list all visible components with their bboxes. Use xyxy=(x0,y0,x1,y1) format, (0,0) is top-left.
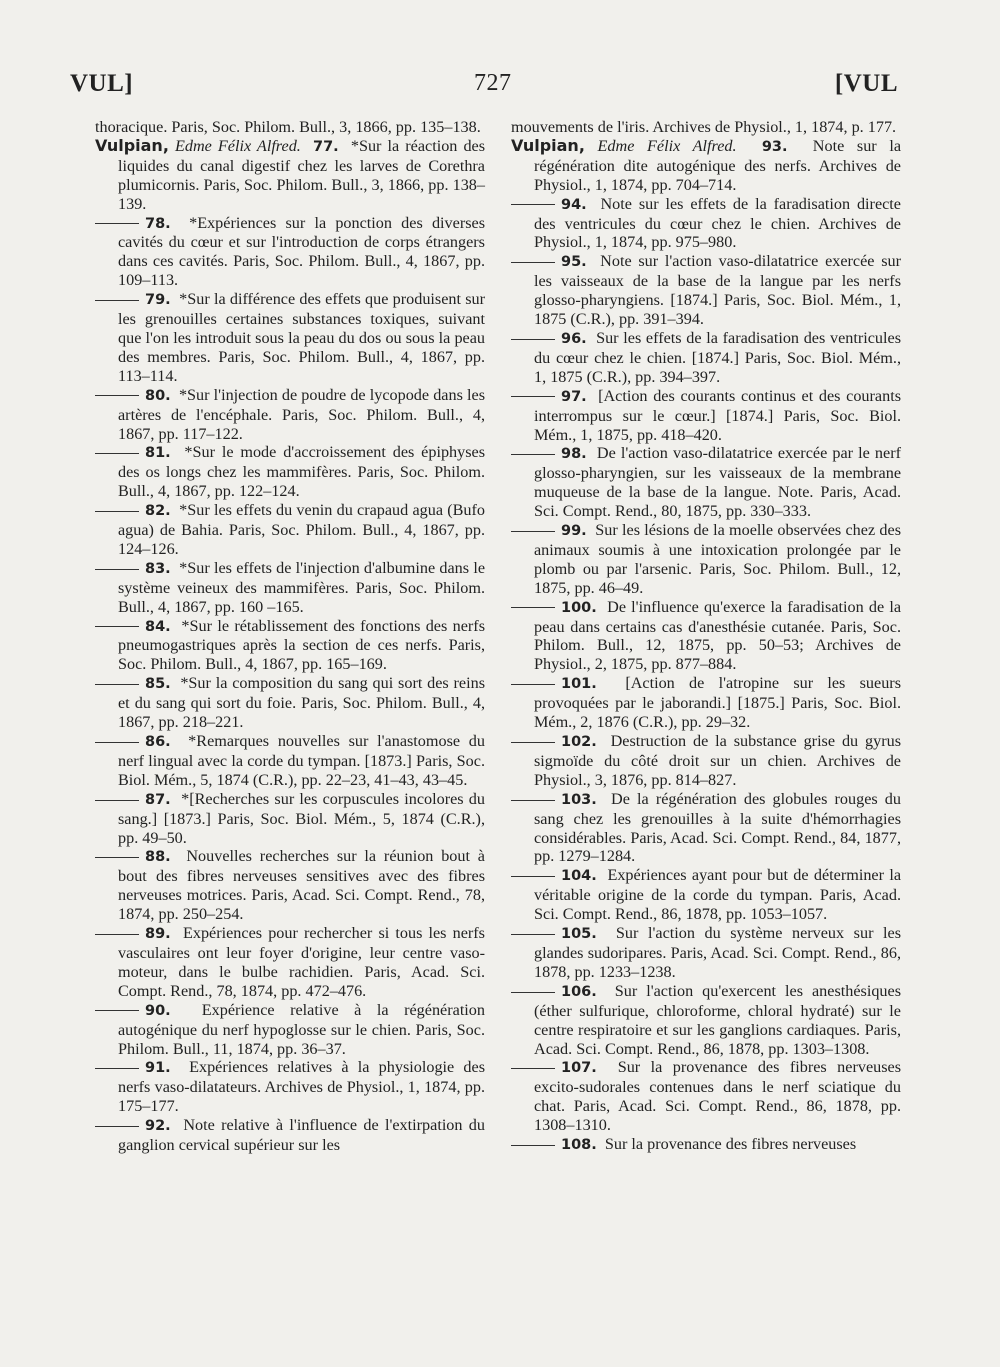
bibliography-entry xyxy=(511,732,901,790)
entry-text: *Remarques nouvelles sur l'anastomose du nerf lingual avec la corde du tympan. [1873.] Paris, Soc. Biol. Mém., 5, 1874 (C.R.), pp. 22–23, 41–43, 43–45. xyxy=(118,732,485,789)
ditto-rule xyxy=(511,262,555,263)
entry-number: 82. xyxy=(145,503,171,520)
entry-number: 77. xyxy=(313,138,339,155)
bibliography-entry xyxy=(511,866,901,924)
ditto-rule xyxy=(511,454,555,455)
entry-number: 96. xyxy=(561,330,587,347)
ditto-rule xyxy=(95,569,139,570)
entry-text: thoracique. Paris, Soc. Philom. Bull., 3, 1866, pp. 135–138. xyxy=(95,118,481,136)
entry-number: 101. xyxy=(561,676,597,693)
bibliography-entry xyxy=(511,252,901,329)
bibliography-entry xyxy=(511,1135,901,1155)
entry-number: 104. xyxy=(561,868,597,885)
running-head-right: [VUL xyxy=(834,70,898,97)
bibliography-entry xyxy=(511,982,901,1059)
entry-text: Note sur l'action vaso-dilatatrice exercée sur les vaisseaux de la base de la langue par les nerfs glosso-pharyngiens. [1874.] Paris, Soc. Biol. Mém., 1, 1875 (C.R.), pp. 391–394. xyxy=(534,252,901,329)
bibliography-entry xyxy=(511,674,901,732)
author-entry xyxy=(511,137,901,195)
entry-number: 99. xyxy=(561,523,587,540)
continuation-entry xyxy=(511,118,901,137)
ditto-rule xyxy=(511,339,555,340)
ditto-rule xyxy=(511,800,555,801)
entry-number: 83. xyxy=(145,560,171,577)
author-entry xyxy=(95,137,485,214)
entry-number: 100. xyxy=(561,599,597,616)
entry-text: *Sur les effets du venin du crapaud agua (Bufo agua) de Bahia. Paris, Soc. Philom. Bull., 4, 1867, pp. 124–126. xyxy=(118,501,486,558)
bibliography-entry xyxy=(511,790,901,867)
left-column xyxy=(95,118,485,1155)
entry-number: 85. xyxy=(145,676,171,693)
bibliography-entry xyxy=(95,732,485,790)
entry-number: 80. xyxy=(145,387,171,404)
ditto-rule xyxy=(95,800,139,801)
entry-text: *Sur l'injection de poudre de lycopode dans les artères de l'encéphale. Paris, Soc. Philom. Bull., 4, 1867, pp. 117–122. xyxy=(118,385,485,443)
author-name: Vulpian, xyxy=(511,135,585,155)
entry-number: 103. xyxy=(561,791,597,808)
running-head-left: VUL] xyxy=(70,70,134,97)
bibliography-entry xyxy=(511,598,901,675)
entry-number: 108. xyxy=(561,1137,597,1154)
ditto-rule xyxy=(511,1068,555,1069)
entry-number: 95. xyxy=(561,254,587,271)
entry-number: 98. xyxy=(561,446,587,463)
entry-number: 89. xyxy=(145,926,171,943)
ditto-rule xyxy=(511,607,555,608)
entry-text: Sur l'action qu'exercent les anesthésiques (éther sulfurique, chloroforme, chloral hydraté) sur le centre respiratoire et sur les ganglions cardiaques. Paris, Acad. Sci. Compt. Rend., 86, 1878, pp. 1303–1308. xyxy=(534,981,901,1058)
bibliography-entry xyxy=(95,559,485,617)
entry-text: *Sur la composition du sang qui sort des reins et du sang qui sort du foie. Paris, Soc. Philom. Bull., 4, 1867, pp. 218–221. xyxy=(118,674,486,732)
entry-text: Expériences ayant pour but de déterminer la véritable origine de la corde du tympan. Paris, Acad. Sci. Compt. Rend., 86, 1878, pp. 1053–1057. xyxy=(534,866,902,924)
bibliography-entry xyxy=(95,674,485,732)
right-column xyxy=(511,118,901,1155)
ditto-rule xyxy=(95,453,139,454)
entry-text: *[Recherches sur les corpuscules incolores du sang.] [1873.] Paris, Soc. Biol. Mém., 5, 1874 (C.R.), pp. 49–50. xyxy=(118,789,485,847)
entry-text: Expériences pour rechercher si tous les nerfs vasculaires ont leur foyer d'origine, leur centre vaso-moteur, dans le bulbe rachidien. Paris, Acad. Sci. Compt. Rend., 78, 1874, pp. 472–476. xyxy=(118,924,485,1000)
bibliography-entry xyxy=(95,214,485,291)
entry-number: 86. xyxy=(145,734,171,750)
page-number: 727 xyxy=(474,70,512,96)
entry-text: Nouvelles recherches sur la réunion bout à bout des fibres nerveuses sensitives avec des fibres nerveuses motrices. Paris, Acad. Sci. Compt. Rend., 78, 1874, pp. 250–254. xyxy=(118,847,485,924)
entry-number: 87. xyxy=(145,791,171,808)
entry-number: 91. xyxy=(145,1060,171,1077)
entry-text: De la régénération des globules rouges du sang chez les grenouilles à la suite d'hémorrhagies considérables. Paris, Acad. Sci. Compt. Rend., 84, 1877, pp. 1279–1284. xyxy=(534,789,901,866)
bibliography-entry xyxy=(511,387,901,445)
entry-text: *Sur les effets de l'injection d'albumine dans le système veineux des mammifères. Paris, Soc. Philom. Bull., 4, 1867, pp. 160 –165. xyxy=(118,558,486,616)
ditto-rule xyxy=(95,857,139,858)
ditto-rule xyxy=(511,396,555,397)
entry-text: Sur la provenance des fibres nerveuses xyxy=(604,1135,857,1154)
entry-text: Sur les effets de la faradisation des ventricules du cœur chez le chien. [1874.] Paris, Soc. Biol. Mém., 1, 1875 (C.R.), pp. 394–397. xyxy=(534,328,902,386)
bibliography-entry xyxy=(95,290,485,386)
entry-text: *Sur le rétablissement des fonctions des nerfs pneumogastriques après la section de ces nerfs. Paris, Soc. Philom. Bull., 4, 1867, pp. 165–169. xyxy=(118,616,485,674)
bibliography-entry xyxy=(95,1058,485,1116)
entry-number: 81. xyxy=(145,445,171,462)
entry-number: 92. xyxy=(145,1118,171,1135)
continuation-entry xyxy=(95,118,485,137)
entry-text: mouvements de l'iris. Archives de Physiol., 1, 1874, p. 177. xyxy=(511,118,897,136)
bibliography-entry xyxy=(95,386,485,444)
entry-number: 97. xyxy=(561,388,587,405)
entry-number: 102. xyxy=(561,734,597,750)
ditto-rule xyxy=(95,395,139,396)
entry-number: 93. xyxy=(761,138,788,155)
ditto-rule xyxy=(511,684,555,685)
ditto-rule xyxy=(511,742,555,743)
entry-text: [Action des courants continus et des courants interrompus sur le cœur.] [1874.] Paris, Soc. Biol. Mém., 1, 1875, pp. 418–420. xyxy=(534,386,901,444)
entry-number: 79. xyxy=(145,292,171,309)
bibliography-entry xyxy=(511,1058,901,1135)
entry-text: Note sur la régénération dite autogénique des nerfs. Archives de Physiol., 1, 1874, pp. 704–714. xyxy=(534,136,902,194)
entry-number: 88. xyxy=(145,849,171,866)
entry-text: *Sur la réaction des liquides du canal digestif chez les larves de Corethra plumicornis. Paris, Soc. Philom. Bull., 3, 1866, pp. 138–139. xyxy=(118,136,486,213)
entry-text: Sur la provenance des fibres nerveuses excito-sudorales contenues dans le nerf sciatique du chat. Paris, Acad. Sci. Compt. Rend., 86, 1878, pp. 1308–1310. xyxy=(534,1058,902,1135)
entry-text: *Expériences sur la ponction des diverses cavités du cœur et sur l'introduction de corps étrangers dans ces cavités. Paris, Soc. Philom. Bull., 4, 1867, pp. 109–113. xyxy=(118,213,486,290)
bibliography-entry xyxy=(95,617,485,675)
ditto-rule xyxy=(511,204,555,205)
ditto-rule xyxy=(95,934,139,935)
entry-text: Destruction de la substance grise du gyrus sigmoïde du côté droit sur un chien. Archives de Physiol., 3, 1876, pp. 814–827. xyxy=(534,732,901,789)
entry-number: 84. xyxy=(145,618,171,635)
entry-number: 106. xyxy=(561,983,597,1000)
ditto-rule xyxy=(95,511,139,512)
ditto-rule xyxy=(95,300,139,301)
entry-number: 94. xyxy=(561,196,587,213)
bibliography-entry xyxy=(511,924,901,982)
entry-text: Sur les lésions de la moelle observées chez des animaux soumis à une intoxication prolongée par le plomb ou par l'arsenic. Paris, Soc. Philom. Bull., 12, 1875, pp. 46–49. xyxy=(534,521,901,597)
ditto-rule xyxy=(511,992,555,993)
ditto-rule xyxy=(95,1126,139,1127)
entry-number: 107. xyxy=(561,1060,597,1077)
entry-number: 90. xyxy=(145,1002,171,1019)
bibliography-entry xyxy=(95,1116,485,1155)
ditto-rule xyxy=(95,1068,139,1069)
entry-text: Note sur les effets de la faradisation directe des ventricules du cœur chez le chien. Archives de Physiol., 1, 1874, pp. 975–980. xyxy=(534,194,901,252)
entry-text: Expérience relative à la régénération autogénique du nerf hypoglosse sur le chien. Paris, Soc. Philom. Bull., 11, 1874, pp. 36–37. xyxy=(118,1000,485,1058)
entry-text: [Action de l'atropine sur les sueurs provoquées par le jaborandi.] [1875.] Paris, Soc. Biol. Mém., 2, 1876 (C.R.), pp. 29–32. xyxy=(534,674,901,732)
ditto-rule xyxy=(95,684,139,685)
bibliography-entry xyxy=(511,444,901,521)
entry-text: Note relative à l'influence de l'extirpation du ganglion cervical supérieur sur les xyxy=(118,1116,485,1155)
bibliography-entry xyxy=(95,790,485,848)
ditto-rule xyxy=(95,742,139,743)
bibliography-entry xyxy=(511,195,901,253)
entry-text: *Sur la différence des effets que produisent sur les grenouilles certaines substances toxiques, suivant que l'on les introduit sous la peau du dos ou sous la peau des membres. Paris, Soc. Philom. Bull., 4, 1867, pp. 113–114. xyxy=(118,290,486,385)
entry-text: De l'influence qu'exerce la faradisation de la peau dans certains cas d'anesthésie cutanée. Paris, Soc. Philom. Bull., 12, 1875, pp. 50–53; Archives de Physiol., 2, 1875, pp. 877–884. xyxy=(534,597,902,674)
bibliography-entry xyxy=(95,501,485,559)
bibliography-entry xyxy=(95,847,485,924)
entry-text: *Sur le mode d'accroissement des épiphyses des os longs chez les mammifères. Paris, Soc. Philom. Bull., 4, 1867, pp. 122–124. xyxy=(118,443,486,501)
ditto-rule xyxy=(511,531,555,532)
entry-text: Expériences relatives à la physiologie des nerfs vaso-dilatateurs. Archives de Physiol., 1, 1874, pp. 175–177. xyxy=(118,1058,485,1116)
entry-number: 105. xyxy=(561,926,597,943)
bibliography-entry xyxy=(95,1001,485,1059)
bibliography-entry xyxy=(95,443,485,501)
ditto-rule xyxy=(511,1145,555,1146)
author-given-names: Edme Félix Alfred. xyxy=(597,136,737,155)
entry-number: 78. xyxy=(145,215,171,232)
ditto-rule xyxy=(95,1010,139,1011)
author-given-names: Edme Félix Alfred. xyxy=(174,136,301,155)
ditto-rule xyxy=(95,626,139,627)
entry-text: De l'action vaso-dilatatrice exercée par le nerf glosso-pharyngien, sur les vaisseaux de la membrane muqueuse de la base de la langue. Note. Paris, Acad. Sci. Compt. Rend., 80, 1875, pp. 330–333. xyxy=(534,444,901,521)
author-name: Vulpian, xyxy=(95,135,169,155)
bibliography-entry xyxy=(95,924,485,1001)
ditto-rule xyxy=(95,223,139,224)
bibliography-entry xyxy=(511,521,901,598)
entry-text: Sur l'action du système nerveux sur les glandes sudoripares. Paris, Acad. Sci. Compt. Rend., 86, 1878, pp. 1233–1238. xyxy=(534,924,902,981)
bibliography-entry xyxy=(511,329,901,387)
ditto-rule xyxy=(511,876,555,877)
ditto-rule xyxy=(511,934,555,935)
